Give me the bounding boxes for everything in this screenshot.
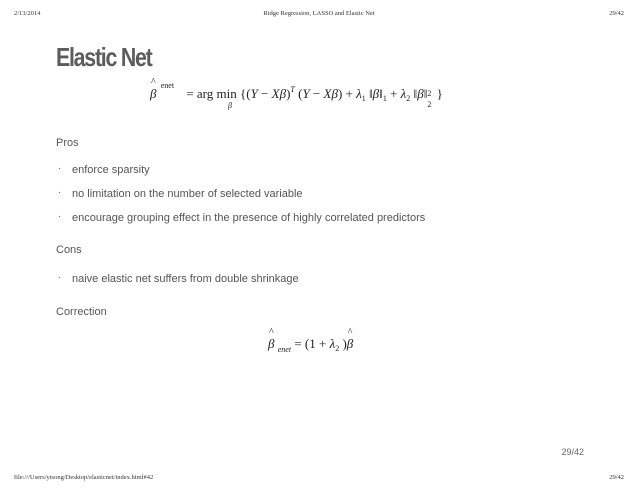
formula-correction: β ^ $_{enet} = (1 + \lambda_2$ )β ^ bbox=[268, 327, 354, 354]
cons-label: Cons bbox=[56, 244, 82, 256]
slide-page-number: 29/42 bbox=[561, 447, 584, 457]
formula-main: β ^ $^{enet}$ = arg min β {$(Y - X\beta)^T$ $(Y - X\beta) + \lambda_1$ $‖\beta‖_1 + \lambda_2$ ‖β‖ 2 2 } bbox=[150, 77, 443, 110]
print-page-top: 29/42 bbox=[609, 10, 624, 17]
list-item-text: naive elastic net suffers from double shrinkage bbox=[72, 273, 299, 285]
print-page: 29/42 bbox=[609, 474, 624, 481]
correction-label: Correction bbox=[56, 306, 107, 318]
bullet-dot: · bbox=[58, 272, 62, 283]
list-item-text: no limitation on the number of selected variable bbox=[72, 188, 303, 200]
list-item-text: encourage grouping effect in the presence of highly correlated predictors bbox=[72, 212, 426, 224]
print-date: 2/13/2014 bbox=[14, 10, 41, 17]
print-title: Ridge Regression, LASSO and Elastic Net bbox=[263, 10, 375, 17]
pros-label: Pros bbox=[56, 137, 79, 149]
print-header bbox=[0, 10, 638, 20]
slide-title: Elastic Net bbox=[56, 42, 152, 72]
bullet-dot: · bbox=[58, 163, 62, 174]
bullet-dot: · bbox=[58, 211, 62, 222]
print-footer bbox=[0, 474, 638, 484]
list-item-text: enforce sparsity bbox=[72, 164, 150, 176]
print-url: file:///Users/ytsong/Desktop/elasticnet/index.html#42 bbox=[14, 474, 154, 481]
bullet-dot: · bbox=[58, 187, 62, 198]
